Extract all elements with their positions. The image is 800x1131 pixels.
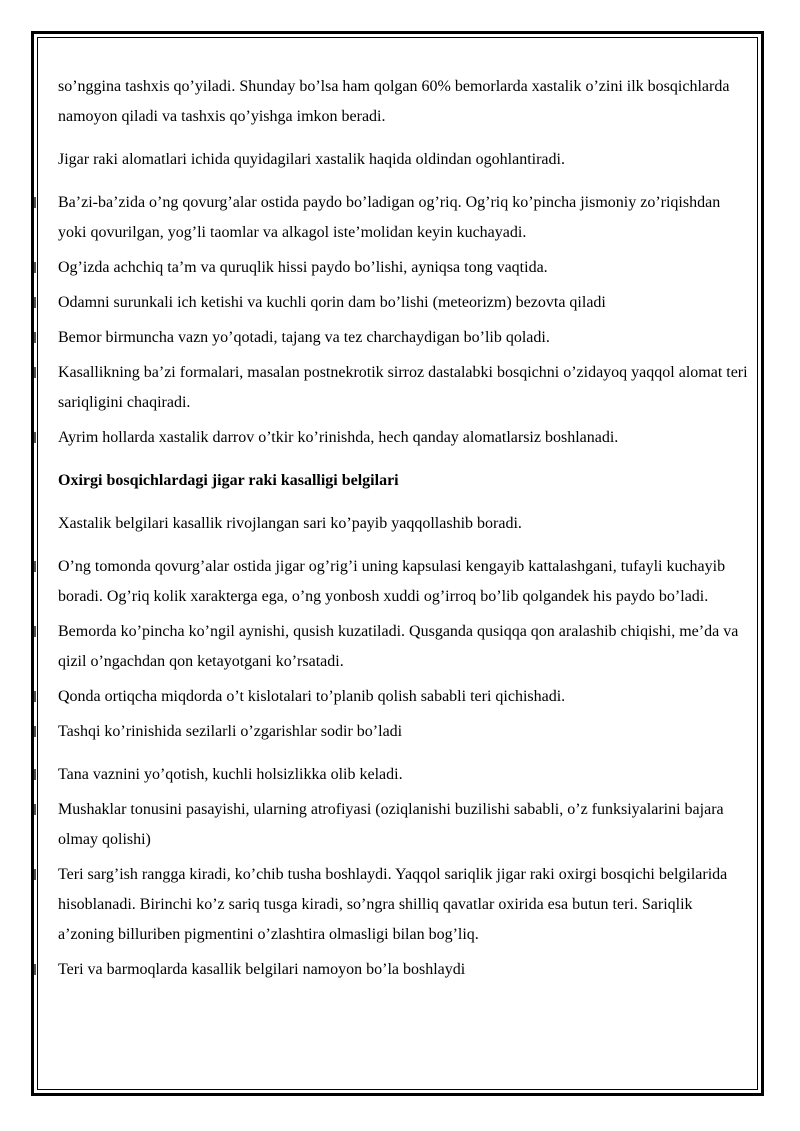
list-item: Kasallikning ba’zi formalari, masalan postnekrotik sirroz dastalabki bosqichni o’zidayoq yaqqol alomat teri sariqligini chaqiradi. [58, 358, 748, 418]
list-item: Ba’zi-ba’zida o’ng qovurg’alar ostida paydo bo’ladigan og’riq. Og’riq ko’pincha jismoniy zo’riqishdan yoki qovurilgan, yog’li taomlar va alkagol iste’molidan keyin kuchayadi. [58, 188, 748, 248]
list-item: Og’izda achchiq ta’m va quruqlik hissi paydo bo’lishi, ayniqsa tong vaqtida. [58, 253, 748, 283]
list-item: O’ng tomonda qovurg’alar ostida jigar og’rig’i uning kapsulasi kengayib kattalashgani, tufayli kuchayib boradi. Og’riq kolik xarakterga ega, o’ng yonbosh xuddi og’irroq bo’lib qolgandek his paydo bo’ladi. [58, 552, 748, 612]
list-item: Teri sarg’ish rangga kiradi, ko’chib tusha boshlaydi. Yaqqol sariqlik jigar raki oxirgi bosqichi belgilarida hisoblanadi. Birinchi ko’z sariq tusga kiradi, so’ngra shilliq qavatlar oxirida esa butun teri. Sariqlik a’zoning billuriben pigmentini o’zlashtira olmasligi bilan bog’liq. [58, 860, 748, 950]
list-item: Odamni surunkali ich ketishi va kuchli qorin dam bo’lishi (meteorizm) bezovta qiladi [58, 288, 748, 318]
list-item: Tana vaznini yo’qotish, kuchli holsizlikka olib keladi. [58, 760, 748, 790]
early-symptoms-list [58, 188, 748, 453]
intro-paragraph-2: Jigar raki alomatlari ichida quyidagilari xastalik haqida oldindan ogohlantiradi. [58, 151, 565, 168]
section-heading: Oxirgi bosqichlardagi jigar raki kasalligi belgilari [58, 472, 399, 489]
late-symptoms-list-a [58, 552, 748, 747]
list-item: Tashqi ko’rinishida sezilarli o’zgarishlar sodir bo’ladi [58, 717, 748, 747]
late-symptoms-list-b [58, 760, 748, 985]
list-item: Bemorda ko’pincha ko’ngil aynishi, qusish kuzatiladi. Qusganda qusiqqa qon aralashib chiqishi, me’da va qizil o’ngachdan qon ketayotgani ko’rsatadi. [58, 617, 748, 677]
list-item: Mushaklar tonusini pasayishi, ularning atrofiyasi (oziqlanishi buzilishi sababli, o’z funksiyalarini bajara olmay qolishi) [58, 795, 748, 855]
document-body [58, 72, 748, 990]
list-item: Teri va barmoqlarda kasallik belgilari namoyon bo’la boshlaydi [58, 955, 748, 985]
list-item: Ayrim hollarda xastalik darrov o’tkir ko’rinishda, hech qanday alomatlarsiz boshlanadi. [58, 423, 748, 453]
list-item: Qonda ortiqcha miqdorda o’t kislotalari to’planib qolish sababli teri qichishadi. [58, 682, 748, 712]
intro-paragraph-1: so’nggina tashxis qo’yiladi. Shunday bo’lsa ham qolgan 60% bemorlarda xastalik o’zini ilk bosqichlarda namoyon qiladi va tashxis qo’yishga imkon beradi. [58, 78, 730, 125]
list-item: Bemor birmuncha vazn yo’qotadi, tajang va tez charchaydigan bo’lib qoladi. [58, 323, 748, 353]
late-intro-paragraph: Xastalik belgilari kasallik rivojlangan sari ko’payib yaqqollashib boradi. [58, 515, 522, 532]
